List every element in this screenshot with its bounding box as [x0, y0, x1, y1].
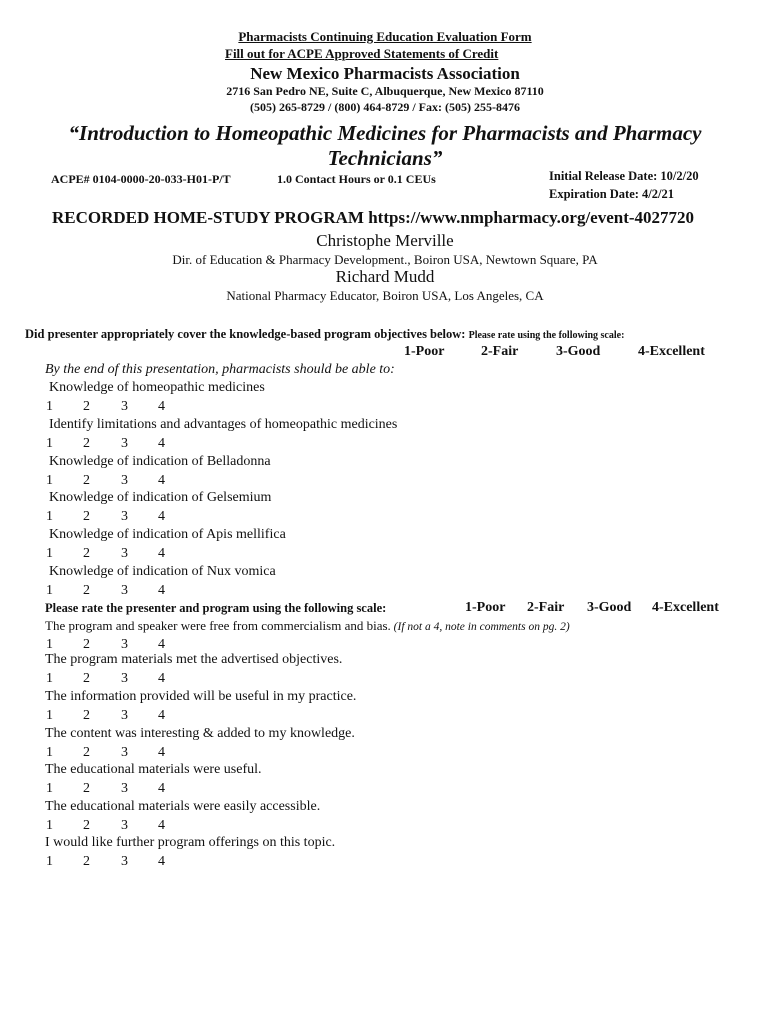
rating-option-3[interactable]: 3: [121, 637, 128, 652]
rating-option-2[interactable]: 2: [83, 637, 90, 652]
rating-option-4[interactable]: 4: [158, 854, 165, 869]
objective-item: Knowledge of indication of Nux vomica: [49, 564, 276, 579]
section1-scale-note: Please rate using the following scale:: [468, 330, 625, 341]
rating-option-1[interactable]: 1: [46, 781, 53, 796]
evaluation-item-text: The program and speaker were free from commercialism and bias.: [45, 618, 391, 633]
section2-scale-1: 1-Poor: [465, 600, 506, 615]
org-name: New Mexico Pharmacists Association: [250, 64, 520, 83]
rating-option-1[interactable]: 1: [46, 583, 53, 598]
rating-option-2[interactable]: 2: [83, 583, 90, 598]
rating-option-4[interactable]: 4: [158, 708, 165, 723]
evaluation-item: [45, 799, 320, 815]
rating-option-3[interactable]: 3: [121, 818, 128, 833]
recorded-program-line: RECORDED HOME-STUDY PROGRAM https://www.nmpharmacy.org/event-4027720: [52, 208, 695, 227]
org-phone: (505) 265-8729 / (800) 464-8729 / Fax: (505) 255-8476: [250, 100, 520, 114]
rating-option-2[interactable]: 2: [83, 818, 90, 833]
evaluation-item: [45, 762, 262, 778]
section2-heading: Please rate the presenter and program using the following scale:: [45, 601, 387, 615]
form-title: Pharmacists Continuing Education Evaluation Form: [238, 29, 532, 44]
presenter-title: National Pharmacy Educator, Boiron USA, Los Angeles, CA: [226, 288, 544, 303]
section1-scale-4: 4-Excellent: [638, 344, 705, 359]
rating-option-3[interactable]: 3: [121, 546, 128, 561]
evaluation-item: [45, 618, 570, 634]
section1-question: [25, 327, 624, 342]
evaluation-item: [45, 689, 356, 705]
evaluation-item: [45, 726, 355, 742]
objective-item: Knowledge of indication of Apis mellifica: [49, 527, 286, 542]
rating-option-3[interactable]: 3: [121, 781, 128, 796]
rating-option-2[interactable]: 2: [83, 671, 90, 686]
commercialism-note: (If not a 4, note in comments on pg. 2): [390, 621, 570, 633]
section1-scale-2: 2-Fair: [481, 344, 519, 359]
rating-option-1[interactable]: 1: [46, 399, 53, 414]
rating-option-3[interactable]: 3: [121, 708, 128, 723]
rating-option-4[interactable]: 4: [158, 436, 165, 451]
section1-scale-3: 3-Good: [556, 344, 601, 359]
rating-option-1[interactable]: 1: [46, 818, 53, 833]
program-title-line2: Technicians”: [327, 146, 443, 170]
rating-option-2[interactable]: 2: [83, 509, 90, 524]
rating-option-1[interactable]: 1: [46, 637, 53, 652]
acpe-number: ACPE# 0104-0000-20-033-H01-P/T: [51, 172, 231, 186]
rating-option-1[interactable]: 1: [46, 546, 53, 561]
presenter-name: Christophe Merville: [316, 231, 454, 250]
rating-option-4[interactable]: 4: [158, 671, 165, 686]
rating-option-3[interactable]: 3: [121, 583, 128, 598]
rating-option-3[interactable]: 3: [121, 854, 128, 869]
rating-option-4[interactable]: 4: [158, 509, 165, 524]
rating-option-4[interactable]: 4: [158, 473, 165, 488]
section2-scale-4: 4-Excellent: [652, 600, 719, 615]
program-title-line1: “Introduction to Homeopathic Medicines for Pharmacists and Pharmacy: [68, 121, 702, 145]
section2-scale-2: 2-Fair: [527, 600, 565, 615]
objective-item: Knowledge of homeopathic medicines: [49, 380, 265, 395]
evaluation-item-text: The program materials met the advertised objectives.: [45, 652, 343, 667]
rating-option-2[interactable]: 2: [83, 473, 90, 488]
section2-scale-3: 3-Good: [587, 600, 632, 615]
rating-option-1[interactable]: 1: [46, 671, 53, 686]
rating-option-4[interactable]: 4: [158, 781, 165, 796]
contact-hours: 1.0 Contact Hours or 0.1 CEUs: [277, 172, 436, 186]
presenter-name: Richard Mudd: [335, 267, 435, 286]
evaluation-item-text: The educational materials were useful.: [45, 762, 262, 777]
rating-option-3[interactable]: 3: [121, 399, 128, 414]
expiration-date: Expiration Date: 4/2/21: [549, 187, 674, 201]
rating-option-2[interactable]: 2: [83, 781, 90, 796]
objective-item: Knowledge of indication of Belladonna: [49, 454, 271, 469]
rating-option-1[interactable]: 1: [46, 854, 53, 869]
evaluation-item-text: I would like further program offerings on this topic.: [45, 835, 336, 850]
rating-option-1[interactable]: 1: [46, 745, 53, 760]
section1-scale-1: 1-Poor: [404, 344, 445, 359]
rating-option-1[interactable]: 1: [46, 509, 53, 524]
section1-question-text: Did presenter appropriately cover the knowledge-based program objectives below:: [25, 327, 466, 341]
rating-option-3[interactable]: 3: [121, 745, 128, 760]
rating-option-2[interactable]: 2: [83, 745, 90, 760]
release-date: Initial Release Date: 10/2/20: [549, 169, 699, 183]
rating-option-4[interactable]: 4: [158, 399, 165, 414]
rating-option-3[interactable]: 3: [121, 509, 128, 524]
rating-option-4[interactable]: 4: [158, 546, 165, 561]
evaluation-item: [45, 652, 342, 668]
form-subtitle: Fill out for ACPE Approved Statements of Credit: [225, 46, 499, 61]
rating-option-1[interactable]: 1: [46, 473, 53, 488]
rating-option-3[interactable]: 3: [121, 473, 128, 488]
objective-item: Identify limitations and advantages of homeopathic medicines: [49, 417, 398, 432]
rating-option-4[interactable]: 4: [158, 583, 165, 598]
evaluation-item: [45, 835, 335, 851]
rating-option-1[interactable]: 1: [46, 708, 53, 723]
evaluation-item-text: The educational materials were easily accessible.: [45, 799, 321, 814]
rating-option-2[interactable]: 2: [83, 436, 90, 451]
objective-item: Knowledge of indication of Gelsemium: [49, 490, 272, 505]
rating-option-3[interactable]: 3: [121, 671, 128, 686]
rating-option-4[interactable]: 4: [158, 745, 165, 760]
evaluation-item-text: The information provided will be useful in my practice.: [45, 689, 357, 704]
rating-option-4[interactable]: 4: [158, 637, 165, 652]
rating-option-2[interactable]: 2: [83, 546, 90, 561]
rating-option-4[interactable]: 4: [158, 818, 165, 833]
rating-option-1[interactable]: 1: [46, 436, 53, 451]
section1-intro: By the end of this presentation, pharmacists should be able to:: [45, 362, 395, 377]
evaluation-item-text: The content was interesting & added to my knowledge.: [45, 726, 355, 741]
rating-option-2[interactable]: 2: [83, 399, 90, 414]
presenter-title: Dir. of Education & Pharmacy Development., Boiron USA, Newtown Square, PA: [172, 252, 598, 267]
rating-option-3[interactable]: 3: [121, 436, 128, 451]
rating-option-2[interactable]: 2: [83, 854, 90, 869]
rating-option-2[interactable]: 2: [83, 708, 90, 723]
org-address: 2716 San Pedro NE, Suite C, Albuquerque, New Mexico 87110: [226, 84, 544, 98]
